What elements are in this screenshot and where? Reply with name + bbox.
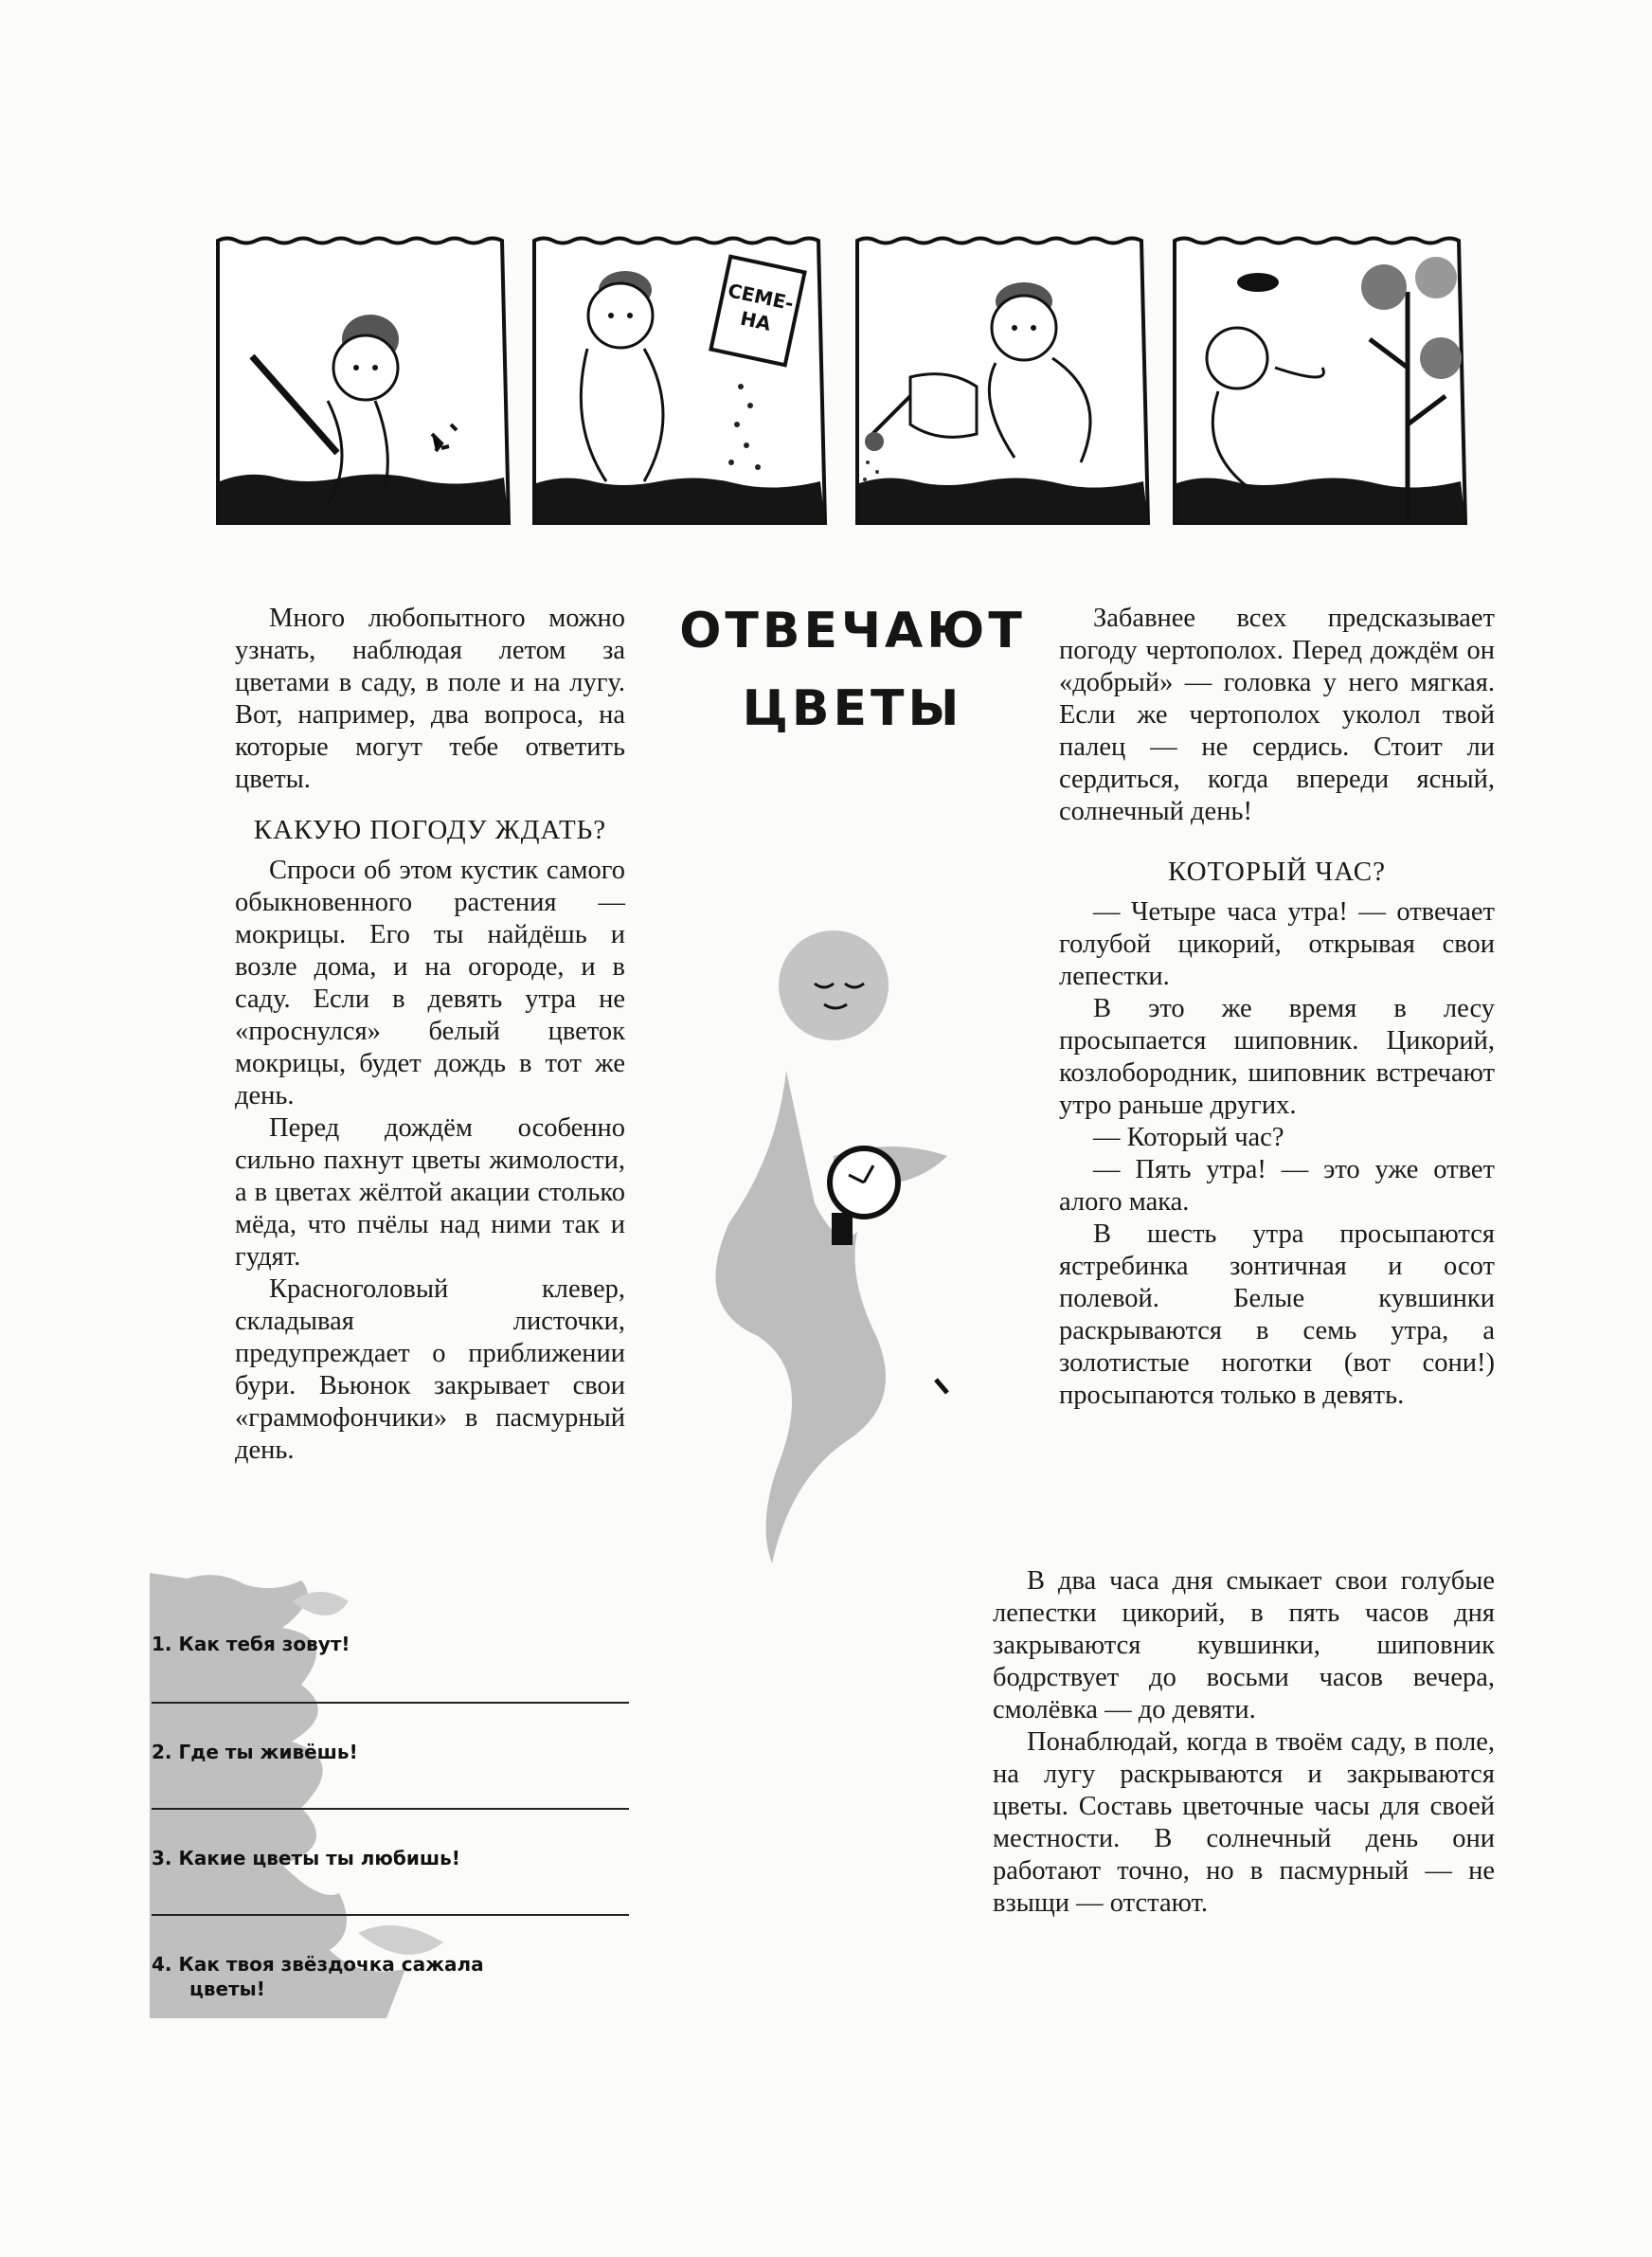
seed-box-label-1: СЕМЕ-: [726, 279, 796, 316]
time-paragraph-3: — Который час?: [1093, 1123, 1284, 1152]
thistle-paragraph: Забавнее всех предсказывает погоду чертополох. Перед дождём он «добрый» — головка у него мягкая. Если же чертополох уколол твой палец — не сердись. Стоит ли сердиться, когда впереди ясный, солнечный день!: [1059, 604, 1495, 826]
left-column: [235, 603, 625, 1467]
comic-panel-watering: [853, 235, 1152, 529]
intro-paragraph: Много любопытного можно узнать, наблюдая летом за цветами в саду, в поле и на лугу. Вот, например, два вопроса, на которые могут тебе ответить цветы.: [235, 604, 625, 794]
seed-box-label-2: НА: [738, 306, 773, 335]
quiz-question-4-continued: цветы!: [189, 1977, 265, 2000]
weather-paragraph-1: Спроси об этом кустик самого обыкновенного растения — мокрицы. Его ты найдёшь и возле дома, и на огороде, и в саду. Если в девять утра не «проснулся» белый цветок мокрицы, будет дождь в тот же день.: [235, 856, 625, 1110]
flower-stem: [715, 1071, 886, 1563]
wide-column: [993, 1565, 1495, 1920]
comic-panel-digging: [214, 235, 512, 529]
closing-paragraph-1: В два часа дня смыкает свои голубые лепестки цикорий, в пять часов дня закрываются кувшинки, шиповник бодрствует до восьми часов вечера, смолёвка — до девяти.: [993, 1566, 1495, 1724]
page-title-line-2: ЦВЕТЫ: [742, 680, 963, 737]
time-paragraph-5: В шесть утра просыпаются ястребинка зонтичная и осот полевой. Белые кувшинки раскрываются в семь утра, а золотистые ноготки (вот сони!) просыпаются только в девять.: [1059, 1219, 1495, 1410]
flower-head: [779, 930, 889, 1040]
quiz-answer-line-2[interactable]: [152, 1808, 629, 1810]
time-paragraph-2: В это же время в лесу просыпается шиповник. Цикорий, козлобородник, шиповник встречают утро раньше других.: [1059, 994, 1495, 1120]
quiz-question-4: 4. Как твоя звёздочка сажала: [152, 1953, 484, 1976]
weather-paragraph-2: Перед дождём особенно сильно пахнут цветы жимолости, а в цветах жёлтой акации столько мёда, что пчёлы над ними так и гудят.: [235, 1113, 625, 1272]
closing-paragraph-2: Понаблюдай, когда в твоём саду, в поле, на лугу раскрываются и закрываются цветы. Составь цветочные часы для своей местности. В солнечный день они работают точно, но в пасмурный — не взыщи — отстают.: [993, 1727, 1495, 1918]
quiz-question-1: 1. Как тебя зовут!: [152, 1633, 350, 1655]
time-paragraph-4: — Пять утра! — это уже ответ алого мака.: [1059, 1155, 1495, 1217]
quiz-box: [150, 1573, 633, 2018]
quiz-question-3: 3. Какие цветы ты любишь!: [152, 1847, 460, 1869]
time-heading: КОТОРЫЙ ЧАС?: [1167, 857, 1386, 887]
page-title-line-1: ОТВЕЧАЮТ: [679, 603, 1026, 659]
time-paragraph-1: — Четыре часа утра! — отвечает голубой цикорий, открывая свои лепестки.: [1059, 897, 1495, 991]
quiz-answer-line-3[interactable]: [152, 1914, 629, 1916]
comic-panel-flowers: [1171, 235, 1469, 529]
right-column: [1059, 603, 1495, 1412]
weather-paragraph-3: Красноголовый клевер, складывая листочки, предупреждает о приближении бури. Вьюнок закрывает свои «граммофончики» в пасмурный день.: [235, 1274, 625, 1465]
flower-watch-illustration: [691, 929, 1004, 1573]
weather-heading: КАКУЮ ПОГОДУ ЖДАТЬ?: [253, 815, 607, 845]
quiz-answer-line-1[interactable]: [152, 1702, 629, 1704]
comic-strip: [214, 235, 1504, 529]
quiz-question-2: 2. Где ты живёшь!: [152, 1741, 358, 1763]
comic-panel-sowing: [530, 235, 829, 529]
